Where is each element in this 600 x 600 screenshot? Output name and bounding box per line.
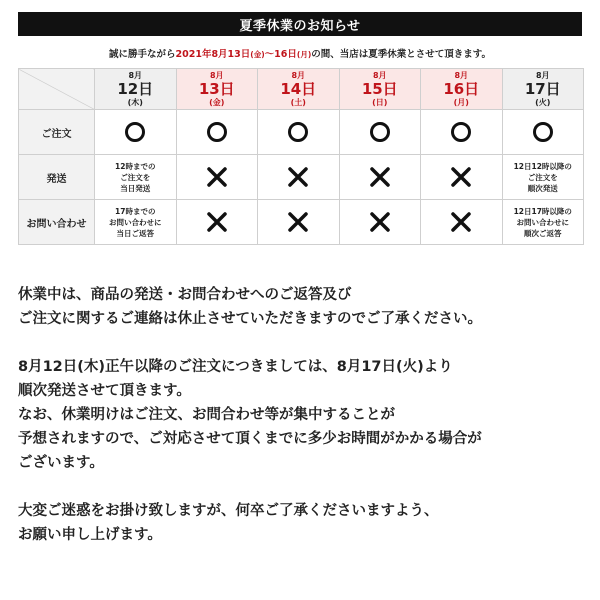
body-line: ご注文に関するご連絡は休止させていただきますのでご了承ください。 — [18, 311, 482, 327]
body-line: なお、休業明けはご注文、お問合わせ等が集中することが — [18, 407, 395, 423]
row-label-shipping: 発送 — [19, 155, 95, 200]
notice-header-bar — [18, 12, 582, 36]
notice-prefix: 誠に勝手ながら — [108, 49, 176, 60]
body-line: ございます。 — [18, 455, 104, 471]
inquiry-cell-13 — [176, 200, 258, 245]
holiday-schedule-table — [18, 68, 584, 245]
paragraph-gap — [18, 475, 598, 499]
notice-suffix: の間、当店は夏季休業とさせて頂きます。 — [311, 49, 491, 60]
order-row — [19, 110, 584, 155]
cross-mark-icon — [369, 166, 391, 188]
inquiry-cell-15 — [339, 200, 421, 245]
date-day: 14日 — [280, 79, 317, 98]
order-cell-16 — [421, 110, 503, 155]
date-month: 8月 — [535, 70, 550, 80]
date-cell-16 — [421, 69, 503, 110]
inquiry-cell-16 — [421, 200, 503, 245]
circle-mark-icon — [288, 122, 308, 142]
date-month: 8月 — [291, 70, 306, 80]
circle-mark-icon — [533, 122, 553, 142]
date-day: 13日 — [198, 79, 235, 98]
cross-mark-icon — [206, 211, 228, 233]
shipping-cell-14 — [258, 155, 340, 200]
circle-mark-icon — [370, 122, 390, 142]
date-weekday: (金) — [209, 97, 225, 107]
date-weekday: (木) — [127, 97, 143, 107]
circle-mark-icon — [207, 122, 227, 142]
order-cell-13 — [176, 110, 258, 155]
body-line: 予想されますので、ご対応させて頂くまでに多少お時間がかかる場合が — [18, 431, 482, 447]
date-day: 12日 — [117, 79, 154, 98]
note-line: お問い合わせに — [516, 217, 569, 227]
date-month: 8月 — [128, 70, 143, 80]
cross-mark-icon — [450, 166, 472, 188]
cross-mark-icon — [287, 211, 309, 233]
date-month: 8月 — [209, 70, 224, 80]
cross-mark-icon — [287, 166, 309, 188]
note-line: お問い合わせに — [109, 217, 162, 227]
order-cell-14 — [258, 110, 340, 155]
shipping-cell-15 — [339, 155, 421, 200]
row-label-order: ご注文 — [19, 110, 95, 155]
date-cell-13 — [176, 69, 258, 110]
note-line: 12日12時以降の — [513, 161, 572, 171]
date-cell-17 — [502, 69, 584, 110]
note-line: ご注文を — [527, 172, 558, 182]
order-cell-17 — [502, 110, 584, 155]
inquiry-cell-14 — [258, 200, 340, 245]
date-month: 8月 — [454, 70, 469, 80]
note-line: 12日17時以降の — [513, 206, 572, 216]
note-line: 順次発送 — [527, 183, 558, 193]
inquiry-note-12 — [95, 200, 177, 245]
date-weekday: (月) — [453, 97, 469, 107]
notice-range-end: 16日 — [274, 49, 297, 60]
notice-end-dow: (月) — [296, 50, 312, 59]
body-line: 休業中は、商品の発送・お問合わせへのご返答及び — [18, 287, 352, 303]
order-cell-15 — [339, 110, 421, 155]
date-cell-12 — [95, 69, 177, 110]
shipping-note-17 — [502, 155, 584, 200]
circle-mark-icon — [125, 122, 145, 142]
notice-line — [18, 46, 582, 60]
body-line: お願い申し上げます。 — [18, 527, 162, 543]
row-label-inquiry: お問い合わせ — [19, 200, 95, 245]
date-header-row — [19, 69, 584, 110]
date-day: 17日 — [524, 79, 561, 98]
shipping-row — [19, 155, 584, 200]
cross-mark-icon — [206, 166, 228, 188]
cross-mark-icon — [450, 211, 472, 233]
inquiry-row — [19, 200, 584, 245]
body-line: 順次発送させて頂きます。 — [18, 383, 191, 399]
date-weekday: (日) — [372, 97, 388, 107]
notice-tilde: ～ — [264, 49, 275, 60]
date-weekday: (火) — [535, 97, 551, 107]
note-line: 17時までの — [115, 206, 156, 216]
date-month: 8月 — [372, 70, 387, 80]
shipping-cell-16 — [421, 155, 503, 200]
notice-title: 夏季休業のお知らせ — [239, 18, 361, 34]
date-day: 15日 — [361, 79, 398, 98]
note-line: 当日発送 — [120, 183, 151, 193]
body-line: 大変ご迷惑をお掛け致しますが、何卒ご了承くださいますよう、 — [18, 503, 439, 519]
date-weekday: (土) — [290, 97, 306, 107]
announcement-body — [18, 283, 598, 547]
date-day: 16日 — [443, 79, 480, 98]
shipping-note-12 — [95, 155, 177, 200]
date-cell-15 — [339, 69, 421, 110]
shipping-cell-13 — [176, 155, 258, 200]
note-line: ご注文を — [120, 172, 151, 182]
inquiry-note-17 — [502, 200, 584, 245]
circle-mark-icon — [451, 122, 471, 142]
date-cell-14 — [258, 69, 340, 110]
table-corner-cell — [19, 69, 95, 110]
note-line: 12時までの — [115, 161, 156, 171]
notice-start-dow: (金) — [250, 50, 265, 59]
note-line: 当日ご返答 — [116, 228, 154, 238]
cross-mark-icon — [369, 211, 391, 233]
body-line: 8月12日(木)正午以降のご注文につきましては、8月17日(火)より — [18, 359, 453, 375]
notice-range-start: 2021年8月13日 — [175, 49, 251, 60]
note-line: 順次ご返答 — [524, 228, 562, 238]
paragraph-gap — [18, 331, 598, 355]
order-cell-12 — [95, 110, 177, 155]
